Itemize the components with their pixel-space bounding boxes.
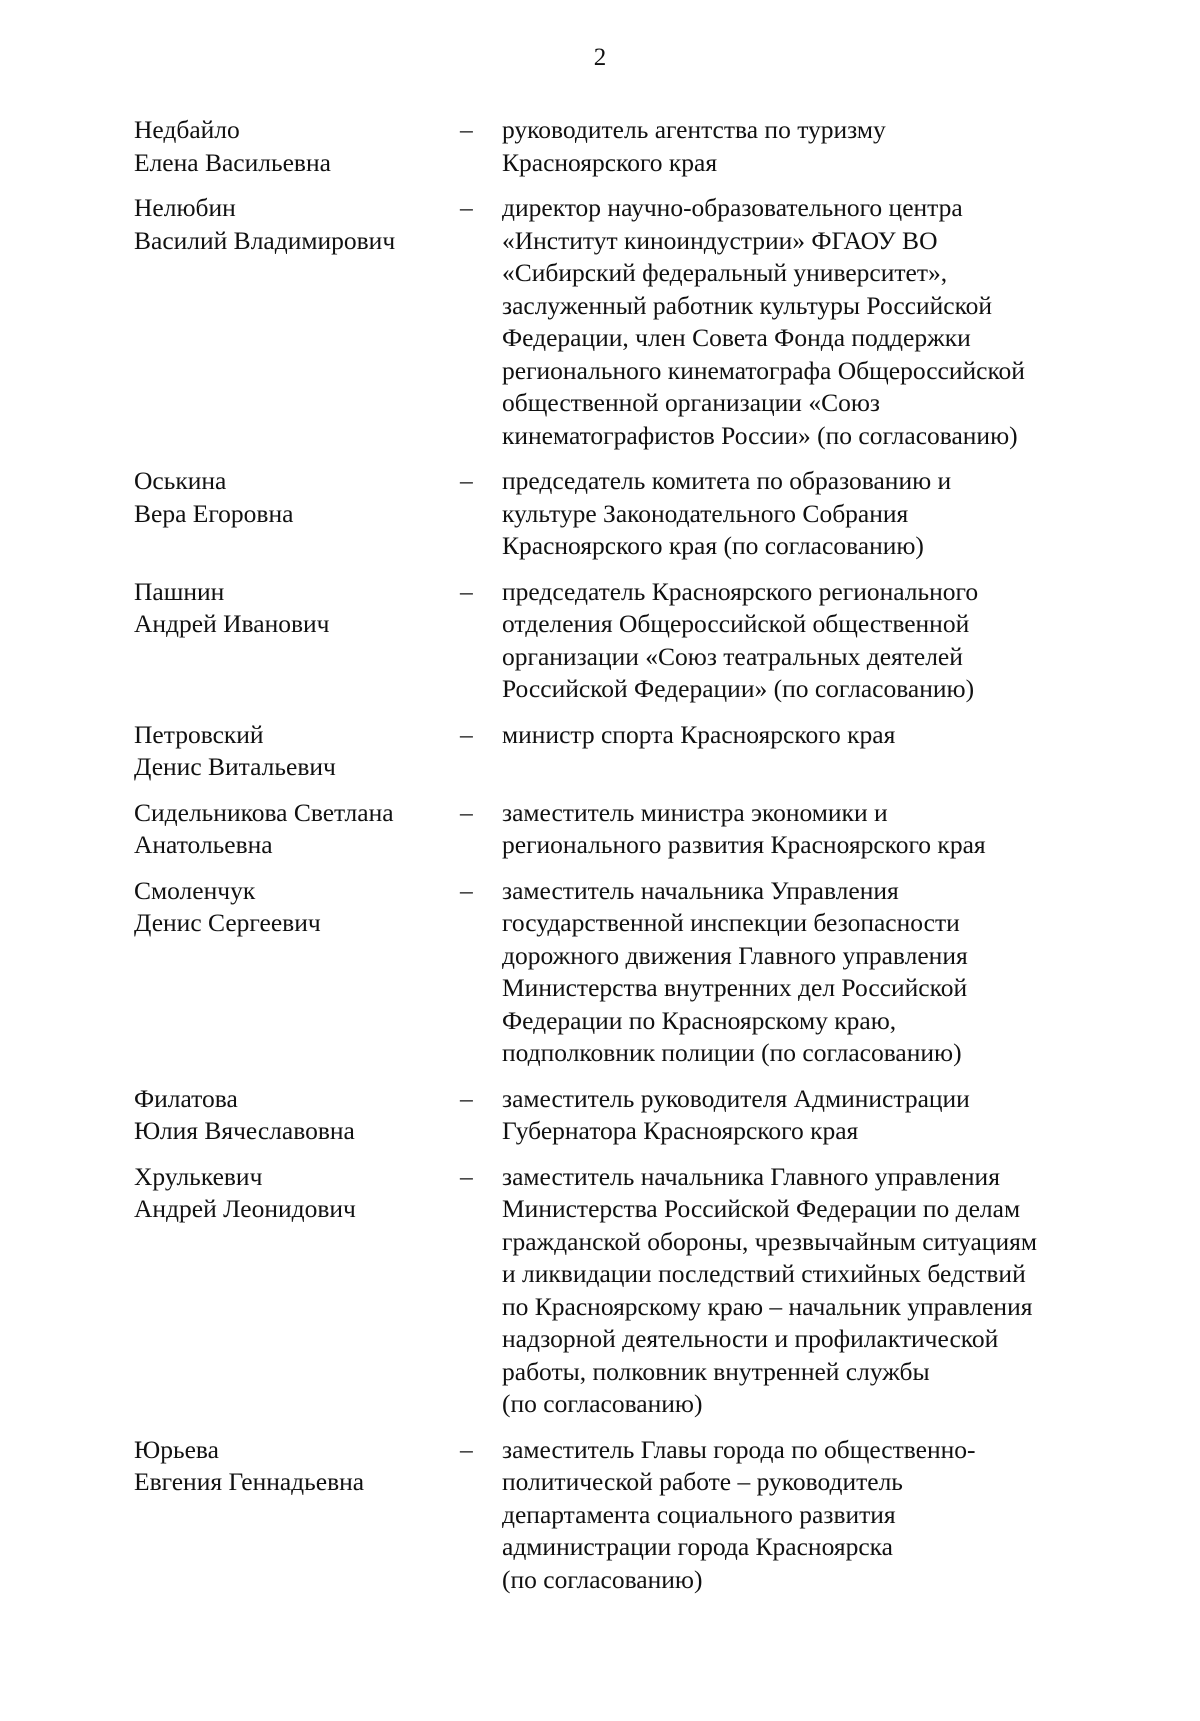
member-position-line: Российской Федерации» (по согласованию) xyxy=(502,674,975,703)
member-position-line: Красноярского края (по согласованию) xyxy=(502,531,924,560)
member-name-line: Смоленчук xyxy=(134,875,256,905)
member-name-line: Евгения Геннадьевна xyxy=(134,1467,365,1496)
member-position-line: дорожного движения Главного управления xyxy=(502,940,968,970)
member-entry xyxy=(0,797,1200,862)
member-position-line: регионального кинематографа Общероссийской xyxy=(502,355,1025,385)
dash-separator: – xyxy=(460,875,473,905)
member-position xyxy=(502,875,1122,1070)
member-position-line: руководитель агентства по туризму xyxy=(502,115,886,144)
member-name-line: Пашнин xyxy=(134,576,225,606)
member-position-line: председатель Красноярского регионального xyxy=(502,576,979,606)
member-name-line: Анатольевна xyxy=(134,830,273,859)
member-name-line: Нелюбин xyxy=(134,193,236,222)
member-name xyxy=(134,875,459,1070)
member-position-line: (по согласованию) xyxy=(502,1564,703,1594)
member-entry xyxy=(0,875,1200,1070)
member-name-line: Елена Васильевна xyxy=(134,147,331,177)
member-position xyxy=(502,1434,1122,1597)
member-position-line: общественной организации «Союз xyxy=(502,388,880,417)
member-position xyxy=(502,1161,1122,1421)
member-position-line: директор научно-образовательного центра xyxy=(502,193,963,222)
member-position-line: администрации города Красноярска xyxy=(502,1532,893,1561)
dash-separator: – xyxy=(460,576,473,606)
member-position xyxy=(502,719,1122,784)
member-name-line: Вера Егоровна xyxy=(134,498,294,528)
member-position-line: министр спорта Красноярского края xyxy=(502,719,896,749)
member-name xyxy=(134,192,459,452)
member-position-line: председатель комитета по образованию и xyxy=(502,466,952,495)
member-name xyxy=(134,719,459,784)
member-position-line: гражданской обороны, чрезвычайным ситуациям xyxy=(502,1226,1037,1256)
member-name-line: Петровский xyxy=(134,719,264,749)
member-position-line: кинематографистов России» (по согласованию) xyxy=(502,420,1018,450)
member-name-line: Оськина xyxy=(134,466,227,495)
member-name-line: Хрулькевич xyxy=(134,1161,263,1191)
member-position-line: Федерации по Красноярскому краю, xyxy=(502,1005,897,1035)
dash-separator: – xyxy=(460,719,473,749)
dash-separator: – xyxy=(460,115,473,144)
member-position xyxy=(502,797,1122,862)
member-position-line: подполковник полиции (по согласованию) xyxy=(502,1038,962,1067)
member-position-line: заслуженный работник культуры Российской xyxy=(502,290,993,320)
dash-separator: – xyxy=(460,797,473,827)
member-entry xyxy=(0,465,1200,563)
member-name xyxy=(134,1434,459,1597)
member-name-line: Андрей Иванович xyxy=(134,609,330,638)
member-position-line: организации «Союз театральных деятелей xyxy=(502,641,963,671)
member-name xyxy=(134,465,459,563)
member-position-line: (по согласованию) xyxy=(502,1389,703,1418)
member-position-line: заместитель министра экономики и xyxy=(502,797,888,827)
member-name-line: Недбайло xyxy=(134,115,240,144)
member-name xyxy=(134,797,459,862)
member-position-line: регионального развития Красноярского края xyxy=(502,830,986,859)
member-position-line: заместитель начальника Главного управления xyxy=(502,1161,1000,1191)
dash-separator: – xyxy=(460,1083,473,1113)
member-position-line: надзорной деятельности и профилактической xyxy=(502,1324,999,1353)
member-position-line: работы, полковник внутренней службы xyxy=(502,1356,930,1386)
member-name-line: Андрей Леонидович xyxy=(134,1194,356,1223)
page-number: 2 xyxy=(593,44,607,71)
member-position-line: государственной инспекции безопасности xyxy=(502,908,960,937)
member-name-line: Юрьева xyxy=(134,1434,219,1464)
member-position-line: Министерства внутренних дел Российской xyxy=(502,973,968,1002)
member-position xyxy=(502,465,1122,563)
member-position-line: заместитель руководителя Администрации xyxy=(502,1083,970,1113)
member-position-line: политической работе – руководитель xyxy=(502,1467,903,1496)
member-position-line: «Сибирский федеральный университет», xyxy=(502,258,948,287)
members-list xyxy=(0,114,1200,1609)
member-entry xyxy=(0,114,1200,179)
dash-separator: – xyxy=(460,1434,473,1464)
member-position xyxy=(502,192,1122,452)
member-position xyxy=(502,576,1122,706)
member-position-line: заместитель начальника Управления xyxy=(502,875,899,905)
member-name-line: Денис Витальевич xyxy=(134,752,336,781)
member-name-line: Юлия Вячеславовна xyxy=(134,1116,355,1145)
member-name-line: Василий Владимирович xyxy=(134,225,396,255)
member-entry xyxy=(0,1083,1200,1148)
dash-separator: – xyxy=(460,1161,473,1191)
member-name xyxy=(134,1083,459,1148)
member-name xyxy=(134,114,459,179)
member-position-line: Федерации, член Совета Фонда поддержки xyxy=(502,323,971,352)
member-entry xyxy=(0,1434,1200,1597)
dash-separator: – xyxy=(460,466,473,495)
member-position-line: по Красноярскому краю – начальник управления xyxy=(502,1291,1033,1321)
member-name-line: Денис Сергеевич xyxy=(134,908,321,937)
member-position-line: Министерства Российской Федерации по делам xyxy=(502,1194,1021,1223)
member-position-line: культуре Законодательного Собрания xyxy=(502,498,909,528)
member-position xyxy=(502,1083,1122,1148)
member-entry xyxy=(0,192,1200,452)
member-position-line: Губернатора Красноярского края xyxy=(502,1116,859,1145)
member-position xyxy=(502,114,1122,179)
member-position-line: отделения Общероссийской общественной xyxy=(502,609,970,638)
dash-separator: – xyxy=(460,193,473,222)
member-position-line: Красноярского края xyxy=(502,147,718,177)
member-position-line: «Институт киноиндустрии» ФГАОУ ВО xyxy=(502,225,938,255)
member-entry xyxy=(0,576,1200,706)
member-position-line: заместитель Главы города по общественно- xyxy=(502,1434,976,1464)
member-entry xyxy=(0,1161,1200,1421)
member-name-line: Сидельникова Светлана xyxy=(134,797,394,827)
member-position-line: департамента социального развития xyxy=(502,1499,896,1529)
member-name xyxy=(134,576,459,706)
member-name xyxy=(134,1161,459,1421)
member-name-line: Филатова xyxy=(134,1083,238,1113)
member-entry xyxy=(0,719,1200,784)
member-position-line: и ликвидации последствий стихийных бедствий xyxy=(502,1259,1026,1288)
